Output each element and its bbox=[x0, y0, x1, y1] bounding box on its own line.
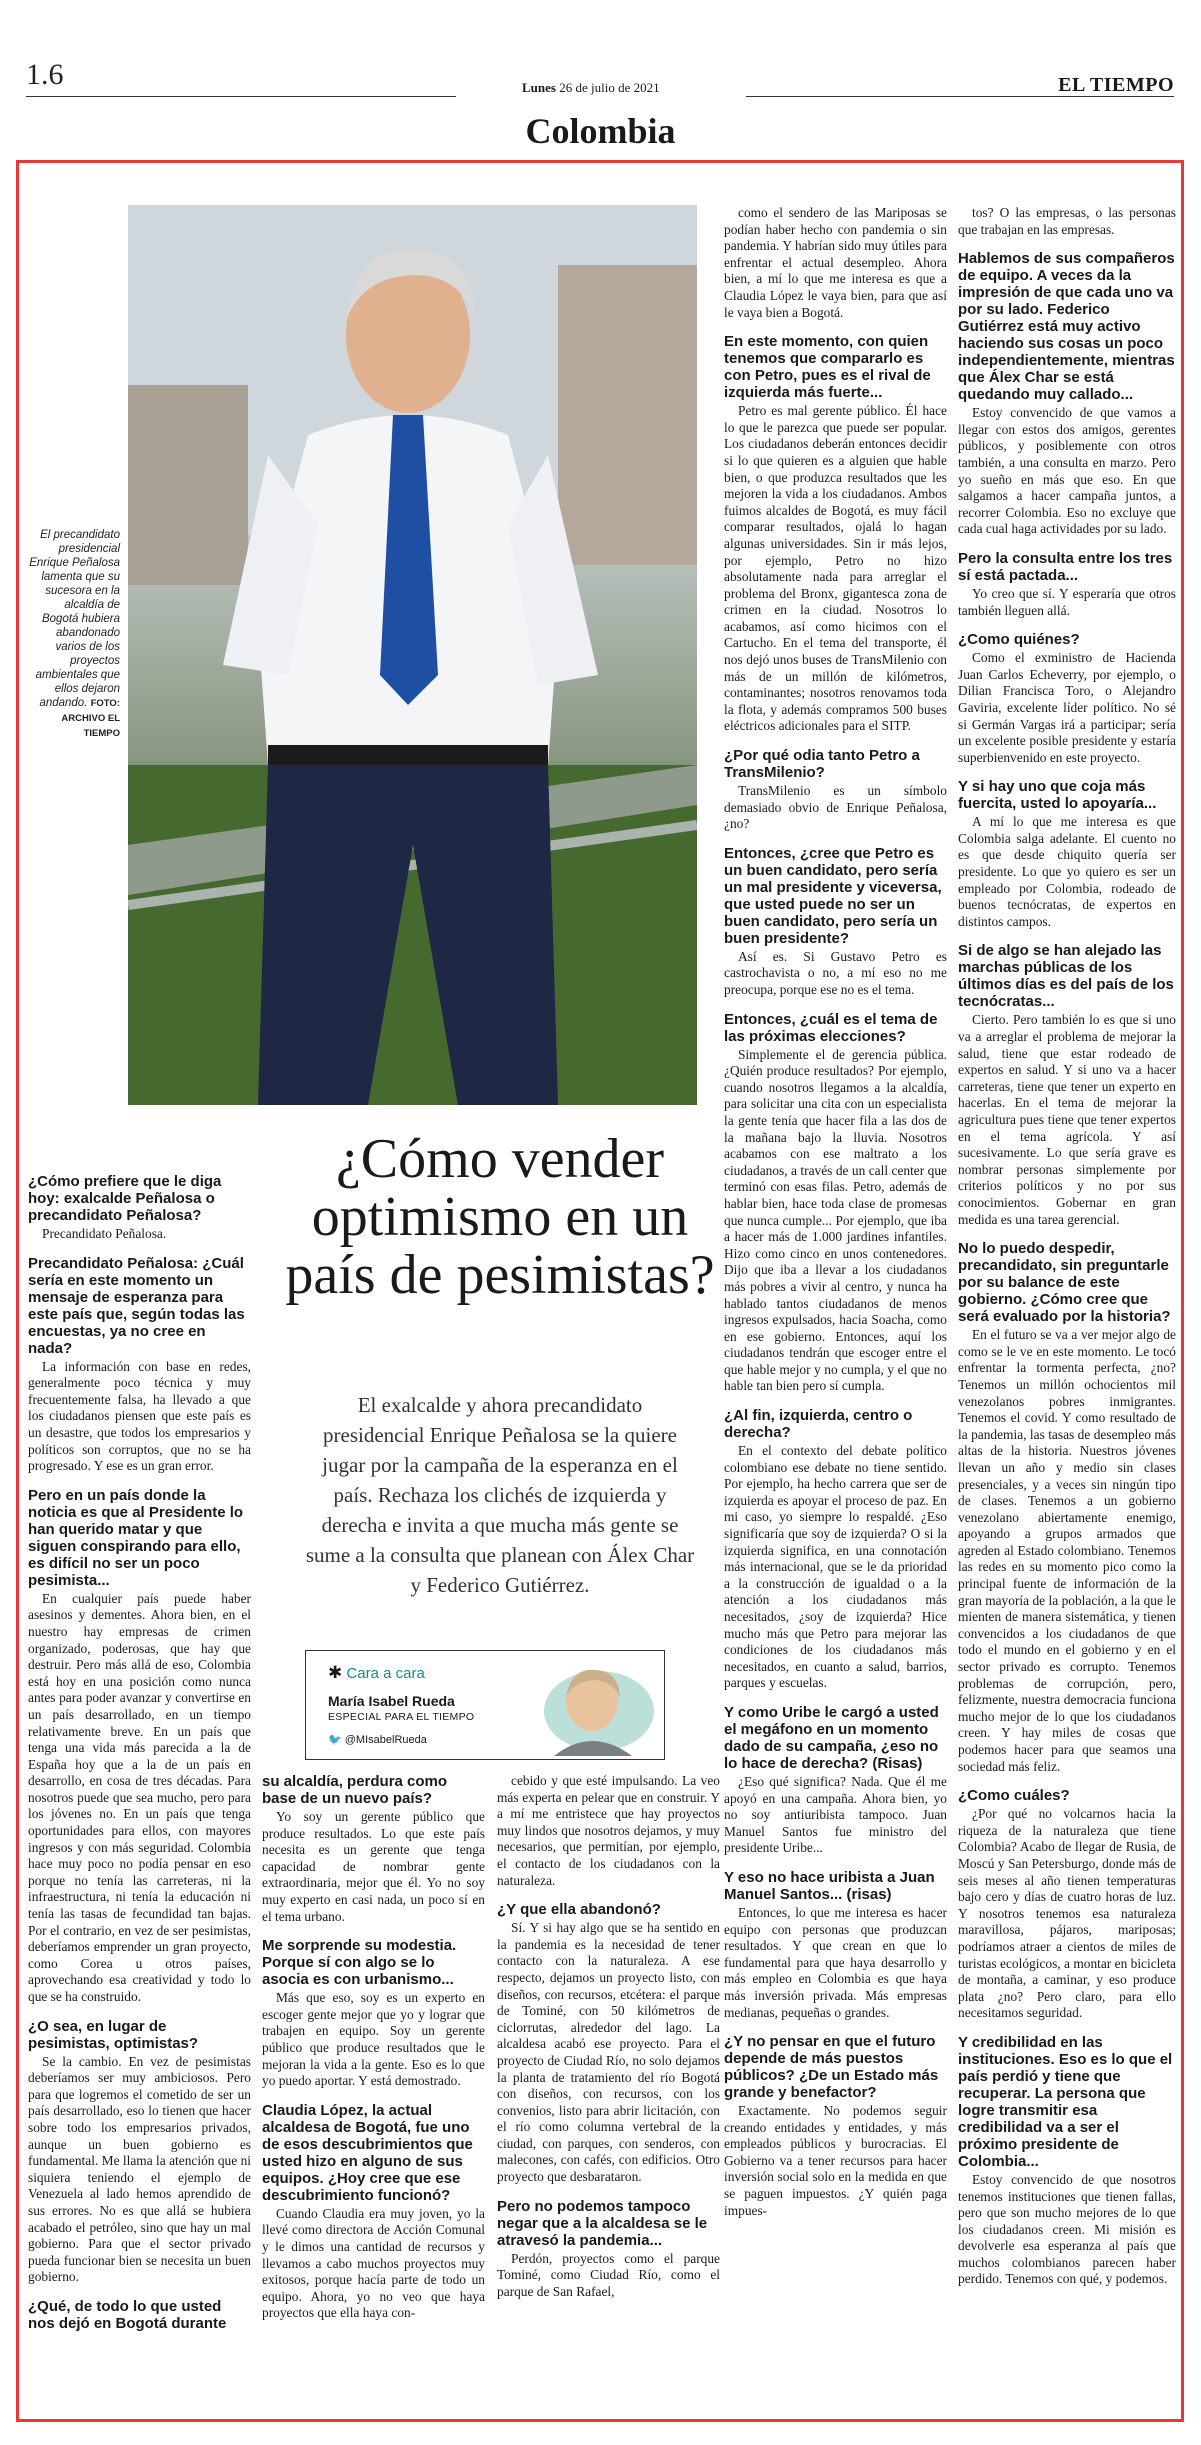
interview-answer: Como el exministro de Hacienda Juan Carlos Echeverry, por ejemplo, o Dilian Francisca Toro, o Alejandro Gaviria, excelente líder político. No sé si Germán Vargas irá a participar; sería un excelente posible presidente y estaría superbienvenido en este proyecto. bbox=[958, 650, 1176, 765]
interview-answer: ¿Por qué no volcarnos hacia la riqueza de la naturaleza que tiene Colombia? Acabo de llegar de Rusia, de Moscú y San Petersburgo, donde más de seis meses al año tienen temperaturas bajo cero y días de cuatro horas de luz. Y nosotros tenemos esa naturaleza maravillosa, pájaros, mariposas; podríamos atraer a cientos de miles de turistas ecológicos, a montar en bicicleta de montaña, a caminar, y eso produce plata ¿no? Pero claro, para ello necesitamos seguridad. bbox=[958, 1806, 1176, 2021]
interview-question: No lo puedo despedir, precandidato, sin preguntarle por su balance de este gobierno. ¿Cómo cree que será evaluado por la historia? bbox=[958, 1240, 1171, 1326]
interview-answer: Más que eso, soy es un experto en escoger gente mejor que yo y lograr que trabajen en equipo. Soy un gerente público que produce resultados que le mejoran la vida a la gente. Eso es lo que yo puedo aportar. Y está demostrado. bbox=[262, 1990, 485, 2089]
interview-answer: cebido y que esté impulsando. La veo más experta en pelear que en construir. Y a mí me entristece que hay proyectos muy lindos que nosotros dejamos, y muy necesarios, que permitían, por ejemplo, el contacto de los ciudadanos con la naturaleza. bbox=[497, 1773, 720, 1888]
interview-question: En este momento, con quien tenemos que compararlo es con Petro, pues es el rival de izquierda más fuerte... bbox=[724, 333, 931, 402]
star-icon: ✱ bbox=[328, 1663, 343, 1682]
interview-answer: La información con base en redes, generalmente poco técnica y muy frecuentemente falsa, ha llevado a que los ciudadanos piensen que este país es un desastre, que todos los empresarios y políticos son corruptos, que no se ha progresado. Y ese es un gran error. bbox=[28, 1358, 251, 1474]
interview-question: Y como Uribe le cargó a usted el megáfono en un momento dado de su campaña, ¿eso no lo hace de derecha? (Risas) bbox=[724, 1703, 939, 1772]
interview-answer: Se la cambio. En vez de pesimistas deberíamos ser muy ambiciosos. Pero para que logremos el cometido de ser un país desarrollado, eso lo tienen que hacer sobre todo los empresarios privados, aunque un buen gobierno es fundamental. Me llama la atención que ni siquiera teniendo el ejemplo de Venezuela al lado hemos aprendido de sus errores. No es que allá se hubiera acabado el petróleo, sino que hay un mal gobierno. Para que el sector privado pueda funcionar bien se necesita un buen gobierno. bbox=[28, 2053, 251, 2285]
caption-text: El precandidato presidencial Enrique Peñalosa lamenta que su sucesora en la alcaldía de Bogotá hubiera abandonado varios de los proyectos ambientales que ellos dejaron andando. bbox=[29, 529, 120, 709]
interview-question: ¿Por qué odia tanto Petro a TransMilenio? bbox=[724, 747, 920, 782]
interview-answer: Petro es mal gerente público. Él hace lo que le parezca que puede ser popular. Los ciudadanos deberán entonces decidir si lo que quieren es a alguien que hable bien, o que produzca resultados que les mejoren la vida a los ciudadanos. Ambos fuimos alcaldes de Bogotá, es muy fácil comparar resultados, ojalá lo hagan algunas universidades. Sin ir más lejos, por ejemplo, Petro no hizo absolutamente nada para arreglar el problema del Bronx, gigantesca zona de crimen en la ciudad. Nosotros lo acabamos, así como hicimos con el Cartucho. En el tema del transporte, él nos dejó unos buses de TransMilenio con más de un millón de kilómetros, contaminantes; nosotros renovamos toda la flota, y además compramos 500 buses eléctricos adicionales para el SITP. bbox=[724, 403, 947, 734]
interview-answer: Simplemente el de gerencia pública. ¿Quién produce resultados? Por ejemplo, cuando nosotros llegamos a la alcaldía, para solicitar una cita con un especialista la gente tenía que hacer fila a las dos de la mañana bajo la lluvia. Nosotros acabamos con ese maltrato a los ciudadanos, a través de un call center que terminó con esas filas. Petro, además de hablar bien, hace toda clase de promesas que nunca cumple... Por ejemplo, que iba a hacer más de 1.000 jardines infantiles. Hizo como cinco en unos contenedores. Dijo que iba a llevar a los ciudadanos más pobres a vivir al centro, y nunca ha hablado tantos ciudadanos de menos ingresos expulsados, hacia Soacha, como en ese gobierno. Entonces, aquí los ciudadanos tendrán que escoger entre el que hable mejor y no cumpla, y el que no hable tan bien pero sí cumpla. bbox=[724, 1046, 947, 1394]
interview-question: su alcaldía, perdura como base de un nuevo país? bbox=[262, 1773, 448, 1807]
interview-question: ¿O sea, en lugar de pesimistas, optimistas? bbox=[28, 2017, 199, 2052]
handle-text: @MIsabelRueda bbox=[344, 1734, 427, 1746]
date-day: Lunes bbox=[522, 80, 556, 95]
interview-question: Me sorprende su modestia. Porque sí con algo se lo asocia es con urbanismo... bbox=[262, 1937, 457, 1989]
interview-question: ¿Qué, de todo lo que usted nos dejó en Bogotá durante bbox=[28, 2297, 227, 2332]
twitter-icon: 🐦 bbox=[328, 1734, 342, 1746]
header-rule-left bbox=[26, 96, 456, 97]
interview-question: ¿Y no pensar en que el futuro depende de más puestos públicos? ¿De un Estado más grande y benefactor? bbox=[724, 2033, 939, 2102]
deck: El exalcalde y ahora precandidato presidencial Enrique Peñalosa se la quiere jugar por la campaña de la esperanza en el país. Rechaza los clichés de izquierda y derecha e invita a que mucha más gente se sume a la consulta que planean con Álex Char y Federico Gutiérrez. bbox=[305, 1393, 695, 1597]
interview-answer: tos? O las empresas, o las personas que trabajan en las empresas. bbox=[958, 205, 1176, 237]
article-photo bbox=[128, 205, 697, 1105]
interview-answer: Sí. Y si hay algo que se ha sentido en la pandemia es la necesidad de tener contacto con la naturaleza. A ese respecto, dejamos un proyecto listo, con diseños, con recursos, etcétera: el parque de Tominé, con 50 kilómetros de ciclorrutas, alrededor del lago. La alcaldesa acabó ese proyecto. Para el proyecto de Ciudad Río, no solo dejamos la planta de tratamiento del río Bogotá con diseños, con recursos, con los convenios, listo para abrir licitación, con el río como columna vertebral de la ciudad, con parques, con senderos, con malecones, con cafés, con edificios. Otro proyecto que desbarataron. bbox=[497, 1920, 720, 2185]
photo-credit-label: FOTO: bbox=[90, 698, 120, 709]
date-rest: 26 de julio de 2021 bbox=[559, 80, 660, 95]
interview-question: Pero en un país donde la noticia es que al Presidente lo han querido matar y que siguen conspirando para ello, es difícil no ser un poco pesimista... bbox=[28, 1486, 244, 1589]
interview-answer: Cierto. Pero también lo es que si uno va a arreglar el problema de mejorar la salud, tiene que estar rodeado de expertos en salud. Y si uno va a hacer carreteras, tiene que tener un experto en hacerlas. En el tema de mejorar la agricultura pues tiene que tener expertos en el tema agrícola. Y así sucesivamente. Lo que sería grave es nombrar personas simplemente por criterios políticos y no por sus conocimientos. Gobernar en gran medida es una tarea gerencial. bbox=[958, 1012, 1176, 1227]
interview-answer: TransMilenio es un símbolo demasiado obvio de Enrique Peñalosa, ¿no? bbox=[724, 783, 947, 832]
interview-question: Hablemos de sus compañeros de equipo. A veces da la impresión de que cada uno va por su lado. Federico Gutiérrez está muy activo haciendo sus cosas un poco independientemente, mientras que Álex Char se está quedando muy callado... bbox=[958, 250, 1175, 404]
interview-question: Pero la consulta entre los tres sí está pactada... bbox=[958, 549, 1173, 584]
author-handle bbox=[328, 1733, 427, 1746]
interview-question: ¿Cómo prefiere que le diga hoy: exalcalde Peñalosa o precandidato Peñalosa? bbox=[28, 1173, 222, 1224]
column-2 bbox=[262, 1773, 485, 2398]
interview-answer: Exactamente. No podemos seguir creando entidades y entidades, y más empleados públicos y burocracias. El Gobierno va a tener recursos para hacer inversión social solo en la medida en que se paguen impuestos. ¿Y quién paga impues- bbox=[724, 2103, 947, 2218]
interview-question: Entonces, ¿cree que Petro es un buen candidato, pero sería un mal presidente y viceversa, que usted puede no ser un buen candidato, pero sería un buen presidente? bbox=[724, 844, 942, 947]
photo-caption bbox=[26, 528, 120, 741]
column-3 bbox=[497, 1773, 720, 2398]
interview-question: ¿Como quiénes? bbox=[958, 631, 1080, 649]
interview-answer: Precandidato Peñalosa. bbox=[42, 1226, 167, 1241]
interview-question: Y si hay uno que coja más fuercita, usted lo apoyaría... bbox=[958, 778, 1157, 813]
interview-answer: Perdón, proyectos como el parque Tominé, como Ciudad Río, como el parque de San Rafael, bbox=[497, 2250, 720, 2299]
column-1 bbox=[28, 1173, 251, 2398]
newspaper-brand: EL TIEMPO bbox=[1058, 74, 1174, 96]
interview-answer: Yo creo que sí. Y esperaría que otros también lleguen allá. bbox=[958, 585, 1176, 618]
author-role: ESPECIAL PARA EL TIEMPO bbox=[328, 1711, 475, 1723]
interview-question: Y eso no hace uribista a Juan Manuel Santos... (risas) bbox=[724, 1868, 935, 1903]
interview-question: Si de algo se han alejado las marchas públicas de los últimos días es del país de los tecnócratas... bbox=[958, 942, 1174, 1011]
interview-answer: Estoy convencido de que vamos a llegar con estos dos amigos, gerentes públicos, y posiblemente con otros también, a una consulta en marzo. Pero yo sueño en más que eso. En que salgamos a hacer campaña juntos, a recorrer Colombia. Eso no excluye que cada cual haga actividades por su lado. bbox=[958, 405, 1176, 537]
author-name: María Isabel Rueda bbox=[328, 1693, 455, 1709]
interview-answer: En el futuro se va a ver mejor algo de como se le ve en este momento. Le tocó enfrentar la tormenta perfecta, ¿no? Tenemos un millón ochocientos mil venezolanos pobres inmigrantes. Tenemos el covid. Y como resultado de la pandemia, las tasas de desempleo más altas de la historia. Nuestros jóvenes llevan un año y medio sin clases presenciales, y a veces sin ningún tipo de clases. Tenemos a un gobierno venezolano abiertamente enemigo, apoyando a grupos armados que agreden al Estado colombiano. Tenemos las redes en su momento pico como la principal fuente de información de la gran mayoría de la población, a la que le mienten de manera sistemática, y tienen convencidos a los ciudadanos de que todo el mundo en el gobierno y en el sector privado es corrupto. Tenemos problemas de corrupción, pero, felizmente, nuestra democracia funciona mucho mejor de lo que los ciudadanos creen. Y hay miles de cosas que podemos hacer para que seamos una sociedad más feliz. bbox=[958, 1327, 1176, 1774]
interview-question: Claudia López, la actual alcaldesa de Bogotá, fue uno de esos descubrimientos que usted hizo en alguno de sus equipos. ¿Hoy cree que ese descubrimiento funcionó? bbox=[262, 2101, 473, 2204]
kicker-text: Cara a cara bbox=[346, 1665, 425, 1682]
headline: ¿Cómo vender optimismo en un país de pesimistas? bbox=[285, 1128, 715, 1306]
interview-answer: Cuando Claudia era muy joven, yo la llevé como directora de Acción Comunal y le dimos una cantidad de recursos y llevamos a cabo muchos proyectos muy exitosos, porque hacía parte de todo un equipo. Ahora, yo no veo que haya proyectos que ella haya con- bbox=[262, 2205, 485, 2321]
interview-question: Precandidato Peñalosa: ¿Cuál sería en este momento un mensaje de esperanza para este país que, según todas las encuestas, ya no cree en nada? bbox=[28, 1254, 245, 1357]
page-header bbox=[26, 58, 1174, 102]
column-5 bbox=[958, 205, 1176, 2398]
author-portrait bbox=[514, 1656, 654, 1756]
interview-answer: como el sendero de las Mariposas se podían haber hecho con pandemia o sin pandemia. Y habrían sido muy útiles para enfrentar el actual desempleo. Ahora bien, a mí lo que me interesa es que a Claudia López le vaya bien, para que así le vaya bien a Bogotá. bbox=[724, 205, 947, 320]
photo-credit: ARCHIVO EL TIEMPO bbox=[61, 713, 120, 739]
interview-question: ¿Como cuáles? bbox=[958, 1787, 1070, 1805]
interview-question: ¿Al fin, izquierda, centro o derecha? bbox=[724, 1407, 913, 1442]
interview-question: Y credibilidad en las instituciones. Eso es lo que el país perdió y tiene que recuperar. La persona que logre transmitir esa credibilidad va a ser el próximo presidente de Colombia... bbox=[958, 2033, 1173, 2170]
interview-question: ¿Y que ella abandonó? bbox=[497, 1901, 661, 1919]
interview-answer: En el contexto del debate político colombiano ese debate no tiene sentido. Por ejemplo, ha hecho carrera que ser de izquierda es apoyar el proceso de paz. En mi caso, yo siempre lo respaldé. ¿Eso significaría que soy de izquierda? O si la izquierda significa, en una connotación más internacional, que se le da prioridad a la construcción de igualdad o a la atención a los ciudadanos más necesitados, ¿soy de izquierda? Hice mucho más que Petro para mejorar las condiciones de los ciudadanos más necesitados, en cuanto a salud, barrios, parques y escuelas. bbox=[724, 1443, 947, 1691]
column-4 bbox=[724, 205, 947, 2398]
interview-answer: Yo soy un gerente público que produce resultados. Lo que este país necesita es un gerente que tenga capacidad de nombrar gente extraordinaria, mejor que él. Yo no soy muy experto en casi nada, un poco sí en el tema urbano. bbox=[262, 1809, 485, 1924]
interview-answer: A mí lo que me interesa es que Colombia salga adelante. El cuento no es que desde chiquito quería ser presidente. Lo que yo quiero es ser un empleado por Colombia, rodeado de buenos tecnócratas, de expertos en distintos campos. bbox=[958, 814, 1176, 929]
interview-answer: Así es. Si Gustavo Petro es castrochavista o no, a mí eso no me preocupa, porque ese no es el tema. bbox=[724, 948, 947, 997]
header-rule-right bbox=[746, 96, 1174, 97]
byline-kicker bbox=[328, 1663, 425, 1683]
portrait-illustration bbox=[128, 205, 697, 1105]
page-number: 1.6 bbox=[26, 58, 64, 91]
interview-answer: En cualquier país puede haber asesinos y dementes. Ahora bien, en el nuestro hay empresas de crimen organizado, poderosas, que hay que destruir. Pero más allá de eso, Colombia está hoy en una posición como nunca antes para poder avanzar y convertirse en un país desarrollado, en un tiempo relativamente breve. En un país que tenga una vida más parecida a la de España hoy que a la de un país en desarrollo, en cosa de tres décadas. Para nosotros puede que sea mucho, pero para los jóvenes no. En un país que tenga oportunidades para ellos, con mayores ingresos y con más seguridad. Colombia hace muy poco no podía pensar en eso porque no tenía las carreteras, ni la infraestructura, ni tenía la educación ni tenía las tasas de fecundidad tan bajas. Por el contrario, en vez de ser pesimistas, deberíamos emprender un gran proyecto, como Corea u otros países, aprovechando esa creatividad y todo lo que se ha construido. bbox=[28, 1590, 251, 2004]
interview-answer: Estoy convencido de que nosotros tenemos instituciones que tienen fallas, pero que son mucho mejores de lo que los ciudadanos creen. Mi misión es devolverle esa esperanza al país que muchos colombianos parecen haber perdido. Tenemos con qué, y podemos. bbox=[958, 2171, 1176, 2287]
date-line bbox=[522, 80, 660, 96]
interview-question: Pero no podemos tampoco negar que a la alcaldesa se le atravesó la pandemia... bbox=[497, 2197, 708, 2249]
section-title: Colombia bbox=[525, 111, 676, 151]
interview-answer: ¿Eso qué significa? Nada. Que él me apoyó en una campaña. Ahora bien, yo no soy antiuribista tampoco. Juan Manuel Santos fue ministro del presidente Uribe... bbox=[724, 1773, 947, 1856]
byline-box bbox=[305, 1650, 665, 1760]
interview-question: Entonces, ¿cuál es el tema de las próximas elecciones? bbox=[724, 1010, 938, 1045]
interview-answer: Entonces, lo que me interesa es hacer equipo con personas que produzcan resultados. Y que crean en que lo fundamental para que haya desarrollo y más empleo en Colombia es que haya más inversión privada. Más empresas medianas, pequeñas o grandes. bbox=[724, 1904, 947, 2020]
